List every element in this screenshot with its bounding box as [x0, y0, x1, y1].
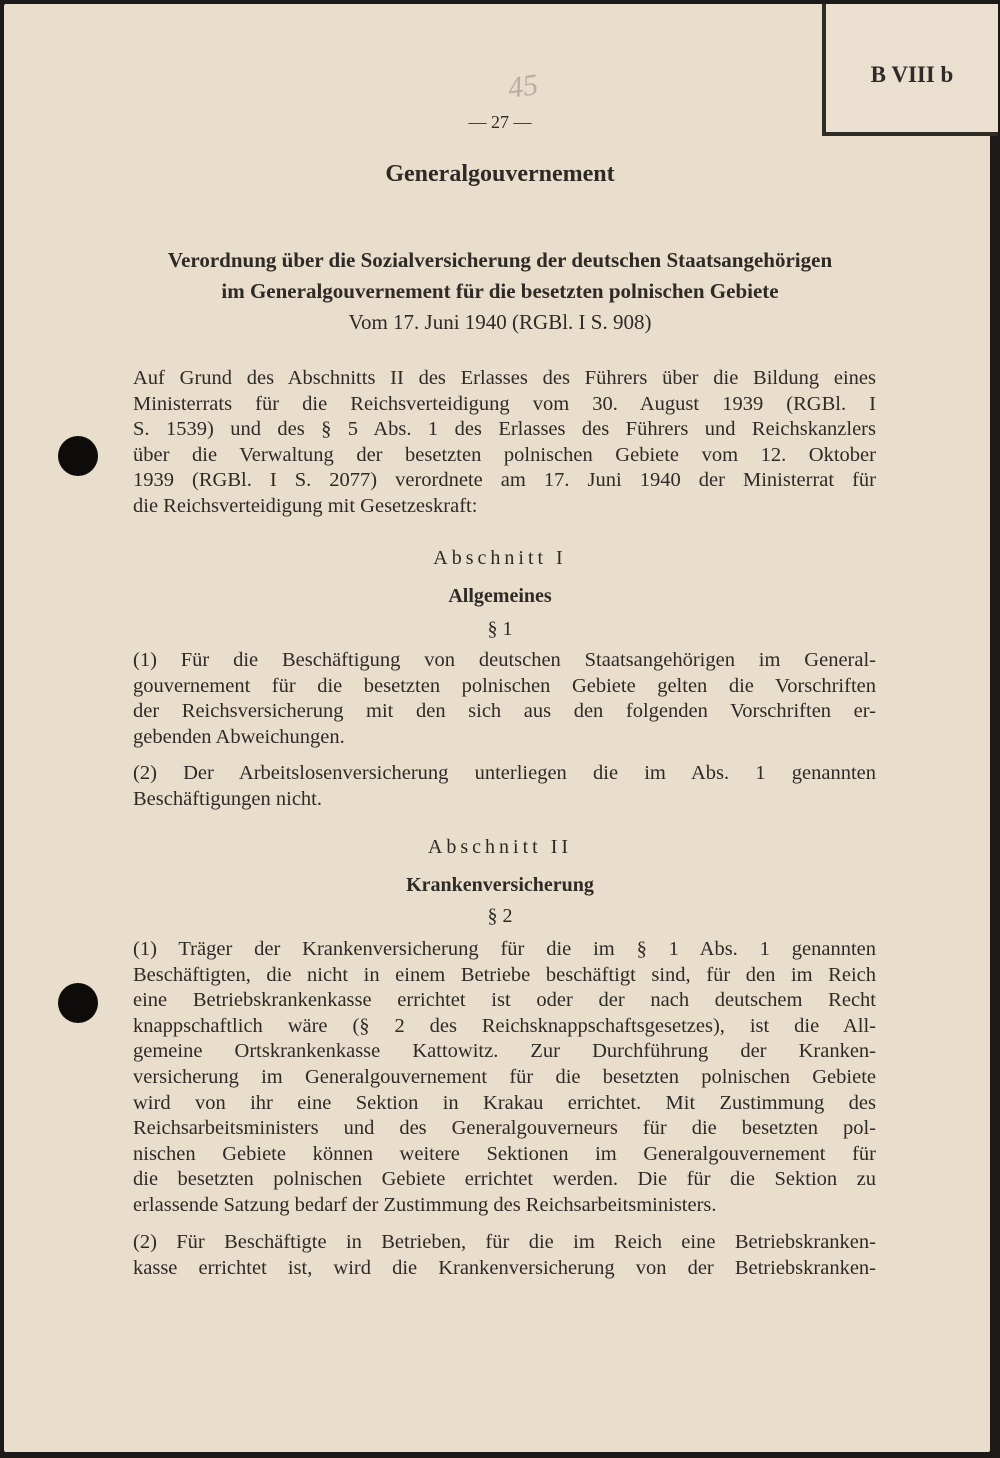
- text-line: Beschäftigten, die nicht in einem Betriebe beschäftigt sind, für den im Reich: [133, 963, 876, 986]
- subsection-heading: Allgemeines: [448, 585, 552, 607]
- text-line: gouvernement für die besetzten polnischen Gebiete gelten die Vorschriften: [133, 674, 876, 697]
- archive-stamp: B VIII b: [870, 62, 954, 87]
- punch-hole: [58, 983, 98, 1023]
- decree-title-line: Verordnung über die Sozialversicherung der deutschen Staatsangehörigen: [167, 248, 833, 272]
- text-line: versicherung im Generalgouvernement für die besetzten polnischen Gebiete: [133, 1066, 876, 1088]
- text-line: S. 1539) und des § 5 Abs. 1 des Erlasses des Führers und Reichskanzlers: [133, 418, 876, 441]
- text-line: Reichsarbeitsministers und des Generalgouverneurs für die besetzten pol-: [133, 1117, 876, 1140]
- text-line: wird von ihr eine Sektion in Krakau errichtet. Mit Zustimmung des: [133, 1091, 876, 1114]
- text-line: knappschaftlich wäre (§ 2 des Reichsknappschaftsgesetzes), ist die All-: [133, 1014, 876, 1037]
- text-line: Ministerrats für die Reichsverteidigung vom 30. August 1939 (RGBl. I: [133, 392, 876, 415]
- section-heading: Abschnitt I: [433, 547, 567, 569]
- page-number: — 27 —: [468, 112, 532, 132]
- subsection-heading: Krankenversicherung: [406, 874, 594, 896]
- text-line: die besetzten polnischen Gebiete errichtet werden. Die für die Sektion zu: [133, 1168, 876, 1191]
- text-line: Auf Grund des Abschnitts II des Erlasses des Führers über die Bildung eines: [133, 367, 876, 389]
- text-line: die Reichsverteidigung mit Gesetzeskraft:: [133, 495, 478, 517]
- text-line: gemeine Ortskrankenkasse Kattowitz. Zur Durchführung der Kranken-: [133, 1040, 876, 1063]
- text-line: 1939 (RGBl. I S. 2077) verordnete am 17. Juni 1940 der Ministerrat für: [133, 469, 876, 492]
- text-line: (2) Der Arbeitslosenversicherung unterliegen die im Abs. 1 genannten: [133, 762, 876, 784]
- text-line: (2) Für Beschäftigte in Betrieben, für die im Reich eine Betriebskranken-: [133, 1231, 876, 1253]
- decree-title-line: im Generalgouvernement für die besetzten polnischen Gebiete: [221, 279, 779, 303]
- section-heading: Abschnitt II: [427, 836, 573, 858]
- text-line: (1) Für die Beschäftigung von deutschen Staatsangehörigen im General-: [133, 649, 876, 671]
- section-title: Generalgouvernement: [385, 161, 615, 187]
- paragraph-sign: § 1: [487, 618, 513, 640]
- text-line: (1) Träger der Krankenversicherung für die im § 1 Abs. 1 genannten: [133, 938, 876, 960]
- text-line: eine Betriebskrankenkasse errichtet ist oder der nach deutschem Recht: [133, 989, 876, 1012]
- paragraph-sign: § 2: [487, 905, 513, 927]
- text-line: Beschäftigungen nicht.: [133, 787, 323, 810]
- text-line: nischen Gebiete können weitere Sektionen im Generalgouvernement für: [133, 1142, 876, 1165]
- text-line: gebenden Abweichungen.: [133, 725, 345, 748]
- decree-date: Vom 17. Juni 1940 (RGBl. I S. 908): [348, 310, 652, 334]
- pencil-note: 45: [505, 68, 541, 105]
- text-line: kasse errichtet ist, wird die Krankenversicherung von der Betriebskranken-: [133, 1256, 876, 1279]
- text-line: der Reichsversicherung mit den sich aus den folgenden Vorschriften er-: [133, 700, 876, 723]
- text-line: über die Verwaltung der besetzten polnischen Gebiete vom 12. Oktober: [133, 443, 876, 466]
- text-line: erlassende Satzung bedarf der Zustimmung des Reichsarbeitsministers.: [133, 1194, 717, 1216]
- punch-hole: [58, 436, 98, 476]
